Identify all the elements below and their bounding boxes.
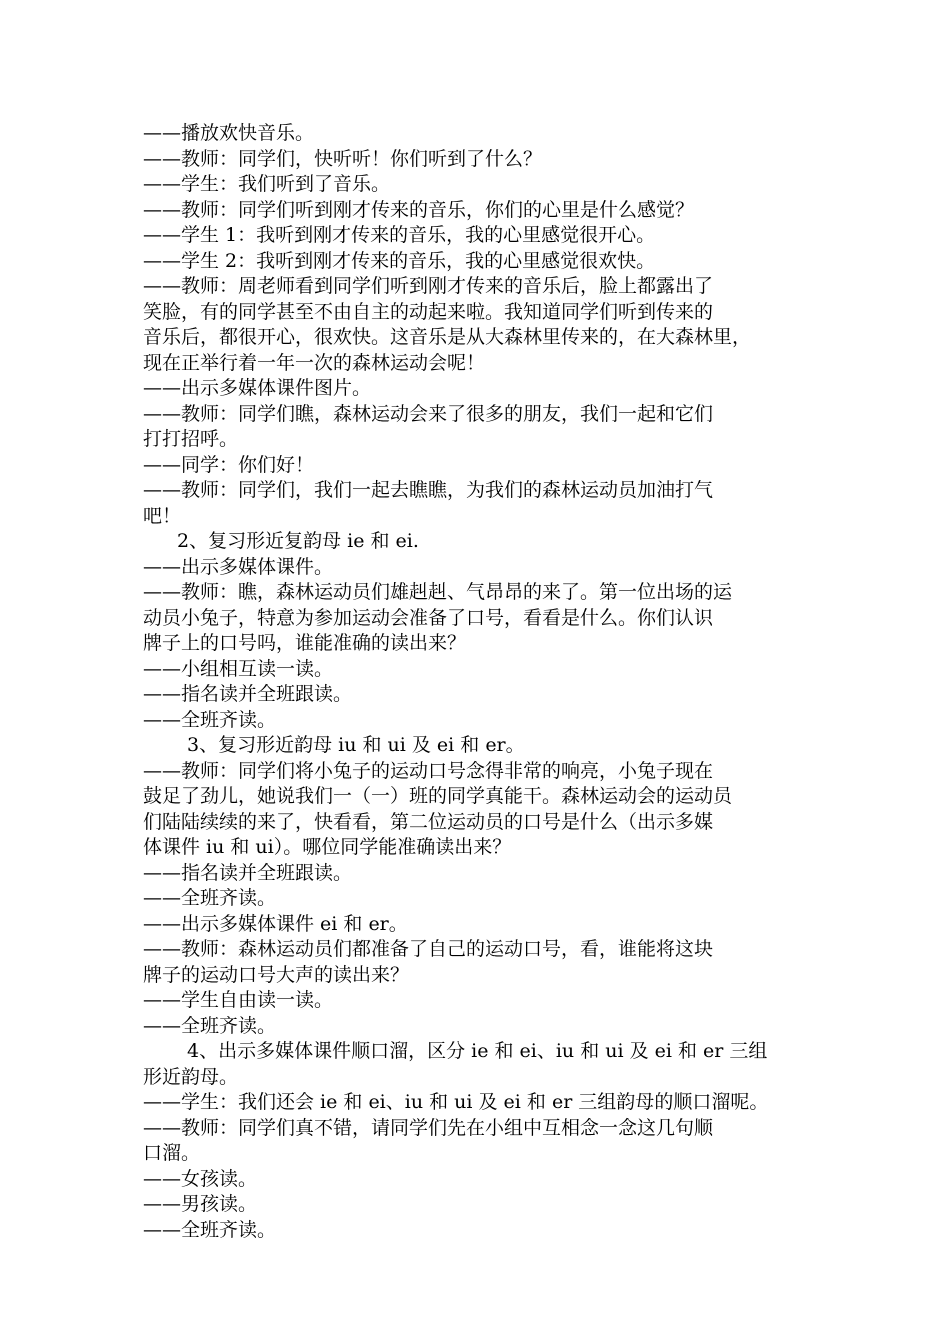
text-line: ——学生：我们听到了音乐。 [143,173,391,195]
text-line: ——学生：我们还会 ie 和 ei、iu 和 ui 及 ei 和 er 三组韵母的顺口溜呢。 [143,1091,769,1113]
text-line: ——教师：瞧，森林运动员们雄赳赳、气昂昂的来了。第一位出场的运 [143,581,733,603]
text-line: ——教师：同学们瞧，森林运动会来了很多的朋友，我们一起和它们 [143,402,714,425]
text-line: 们陆陆续续的来了，快看看，第二位运动员的口号是什么（出示多媒 [143,810,714,833]
text-line: ——播放欢快音乐。 [143,122,315,144]
text-line: ——教师：同学们，快听听！你们听到了什么？ [143,147,543,170]
text-line: 鼓足了劲儿，她说我们一（一）班的同学真能干。森林运动会的运动员 [143,785,733,807]
document-body [143,121,813,1243]
text-line: ——女孩读。 [143,1167,258,1190]
text-line: ——学生 2：我听到刚才传来的音乐，我的心里感觉很欢快。 [143,249,656,272]
text-line: ——出示多媒体课件图片。 [143,377,372,399]
text-line: ——男孩读。 [143,1193,258,1215]
text-line: ——全班齐读。 [143,887,277,909]
text-line: ——全班齐读。 [143,1218,277,1241]
text-line: ——同学：你们好！ [143,453,315,476]
text-line: 现在正举行着一年一次的森林运动会呢！ [143,351,486,374]
text-line: 音乐后，都很开心，很欢快。这音乐是从大森林里传来的，在大森林里， [143,326,752,348]
section-heading: 4、出示多媒体课件顺口溜，区分 ie 和 ei、iu 和 ui 及 ei 和 er 三组 [187,1040,768,1062]
text-line: ——小组相互读一读。 [143,657,334,680]
text-line: ——出示多媒体课件 ei 和 er。 [143,912,408,935]
text-line: 吧！ [143,504,182,527]
text-line: ——指名读并全班跟读。 [143,683,353,705]
text-line: ——教师：同学们真不错，请同学们先在小组中互相念一念这几句顺 [143,1116,714,1139]
text-line: ——全班齐读。 [143,1014,277,1037]
text-line: ——教师：同学们将小兔子的运动口号念得非常的响亮，小兔子现在 [143,759,714,782]
text-line: 体课件 iu 和 ui）。哪位同学能准确读出来？ [143,836,512,858]
text-line: 牌子上的口号吗，谁能准确的读出来？ [143,632,467,654]
text-line: ——教师：同学们听到刚才传来的音乐，你们的心里是什么感觉？ [143,198,695,221]
text-line: 打打招呼。 [143,428,239,450]
text-line: 形近韵母。 [143,1065,239,1088]
text-line: 笑脸，有的同学甚至不由自主的动起来啦。我知道同学们听到传来的 [143,300,714,323]
text-line: ——学生自由读一读。 [143,989,334,1011]
section-heading: 3、复习形近韵母 iu 和 ui 及 ei 和 er。 [187,734,525,756]
text-line: ——教师：周老师看到同学们听到刚才传来的音乐后，脸上都露出了 [143,275,714,297]
text-line: ——指名读并全班跟读。 [143,861,353,884]
text-line: 动员小兔子，特意为参加运动会准备了口号，看看是什么。你们认识 [143,606,714,629]
text-line: ——学生 1：我听到刚才传来的音乐，我的心里感觉很开心。 [143,224,656,246]
text-line: ——出示多媒体课件。 [143,555,334,578]
text-line: ——教师：同学们，我们一起去瞧瞧，为我们的森林运动员加油打气 [143,479,714,501]
text-line: ——全班齐读。 [143,708,277,731]
text-line: ——教师：森林运动员们都准备了自己的运动口号，看，谁能将这块 [143,938,714,960]
text-line: 口溜。 [143,1142,201,1164]
section-heading: 2、复习形近复韵母 ie 和 ei. [177,530,419,552]
text-line: 牌子的运动口号大声的读出来？ [143,963,410,986]
